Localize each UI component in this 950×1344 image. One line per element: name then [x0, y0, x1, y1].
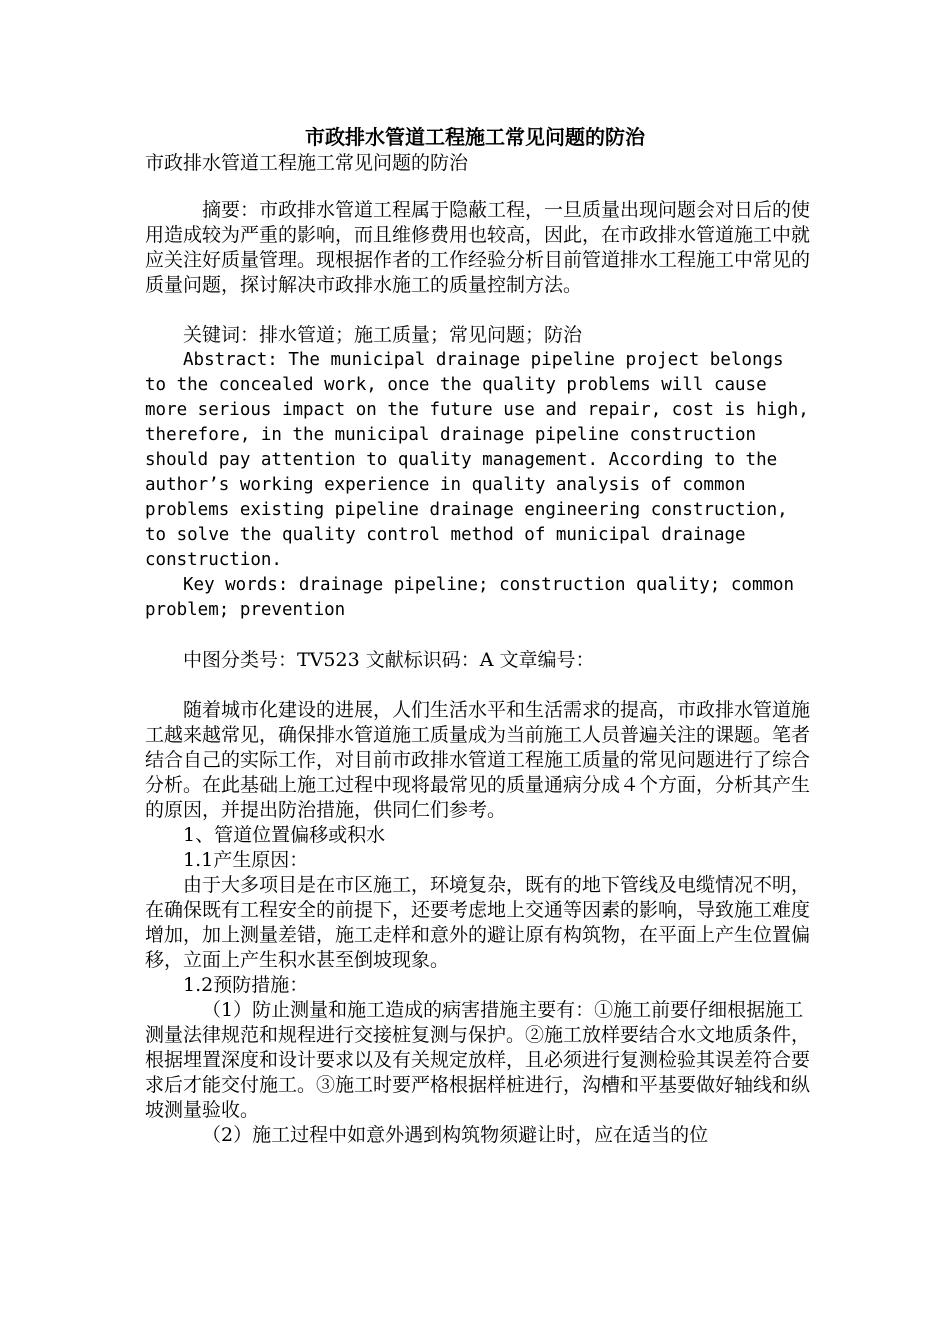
section-heading-1: 1、管道位置偏移或积水 — [183, 824, 386, 846]
measure-paragraph-1: （1）防止测量和施工造成的病害措施主要有：①施工前要仔细根据施工测量法律规范和规程进行交接桩复测与保护。②施工放样要结合水文地质条件，根据埋置深度和设计要求以及有关规定放样，且必须进行复测检验其误差符合要求后才能交付施工。③施工时要严格根据样桩进行，沟槽和平基要做好轴线和纵坡测量验收。 — [145, 999, 811, 1121]
measure-paragraph-2: （2）施工过程中如意外遇到构筑物须避让时，应在适当的位 — [202, 1124, 709, 1146]
abstract-en: Abstract: The municipal drainage pipeline project belongs to the concealed work, once the quality problems will cause more serious impact on the future use and repair, cost is high, therefore, in the municipal drainage pipeline construction should pay attention to quality management. According to the author’s working experience in quality analysis of common problems existing pipeline drainage engineering construction, to solve the quality control method of municipal drainage construction. — [145, 350, 809, 570]
keywords-cn: 关键词：排水管道；施工质量；常见问题；防治 — [183, 324, 583, 346]
intro-paragraph: 随着城市化建设的进展，人们生活水平和生活需求的提高，市政排水管道施工越来越常见，确保排水管道施工质量成为当前施工人员普遍关注的课题。笔者结合自己的实际工作，对目前市政排水管道工程施工质量的常见问题进行了综合分析。在此基础上施工过程中现将最常见的质量通病分成４个方面，分析其产生的原因，并提出防治措施，供同仁们参考。 — [145, 699, 811, 821]
keywords-en: Key words: drainage pipeline; construction quality; common problem; prevention — [145, 575, 795, 620]
abstract-cn: 摘要：市政排水管道工程属于隐蔽工程，一旦质量出现问题会对日后的使用造成较为严重的影响，而且维修费用也较高，因此，在市政排水管道施工中就应关注好质量管理。现根据作者的工作经验分析目前管道排水工程施工中常见的质量问题，探讨解决市政排水施工的质量控制方法。 — [145, 199, 811, 296]
subsection-heading-1-1: 1.1产生原因： — [183, 849, 309, 871]
classification-line: 中图分类号：TV523 文献标识码：A 文章编号： — [183, 649, 595, 671]
subsection-heading-1-2: 1.2预防措施： — [183, 974, 309, 996]
document-subtitle: 市政排水管道工程施工常见问题的防治 — [145, 152, 469, 174]
document-body — [145, 198, 810, 1148]
document-title: 市政排水管道工程施工常见问题的防治 — [305, 125, 645, 149]
cause-paragraph: 由于大多项目是在市区施工，环境复杂，既有的地下管线及电缆情况不明，在确保既有工程安全的前提下，还要考虑地上交通等因素的影响，导致施工难度增加，加上测量差错，施工走样和意外的避让原有构筑物，在平面上产生位置偏移，立面上产生积水甚至倒坡现象。 — [145, 874, 811, 971]
